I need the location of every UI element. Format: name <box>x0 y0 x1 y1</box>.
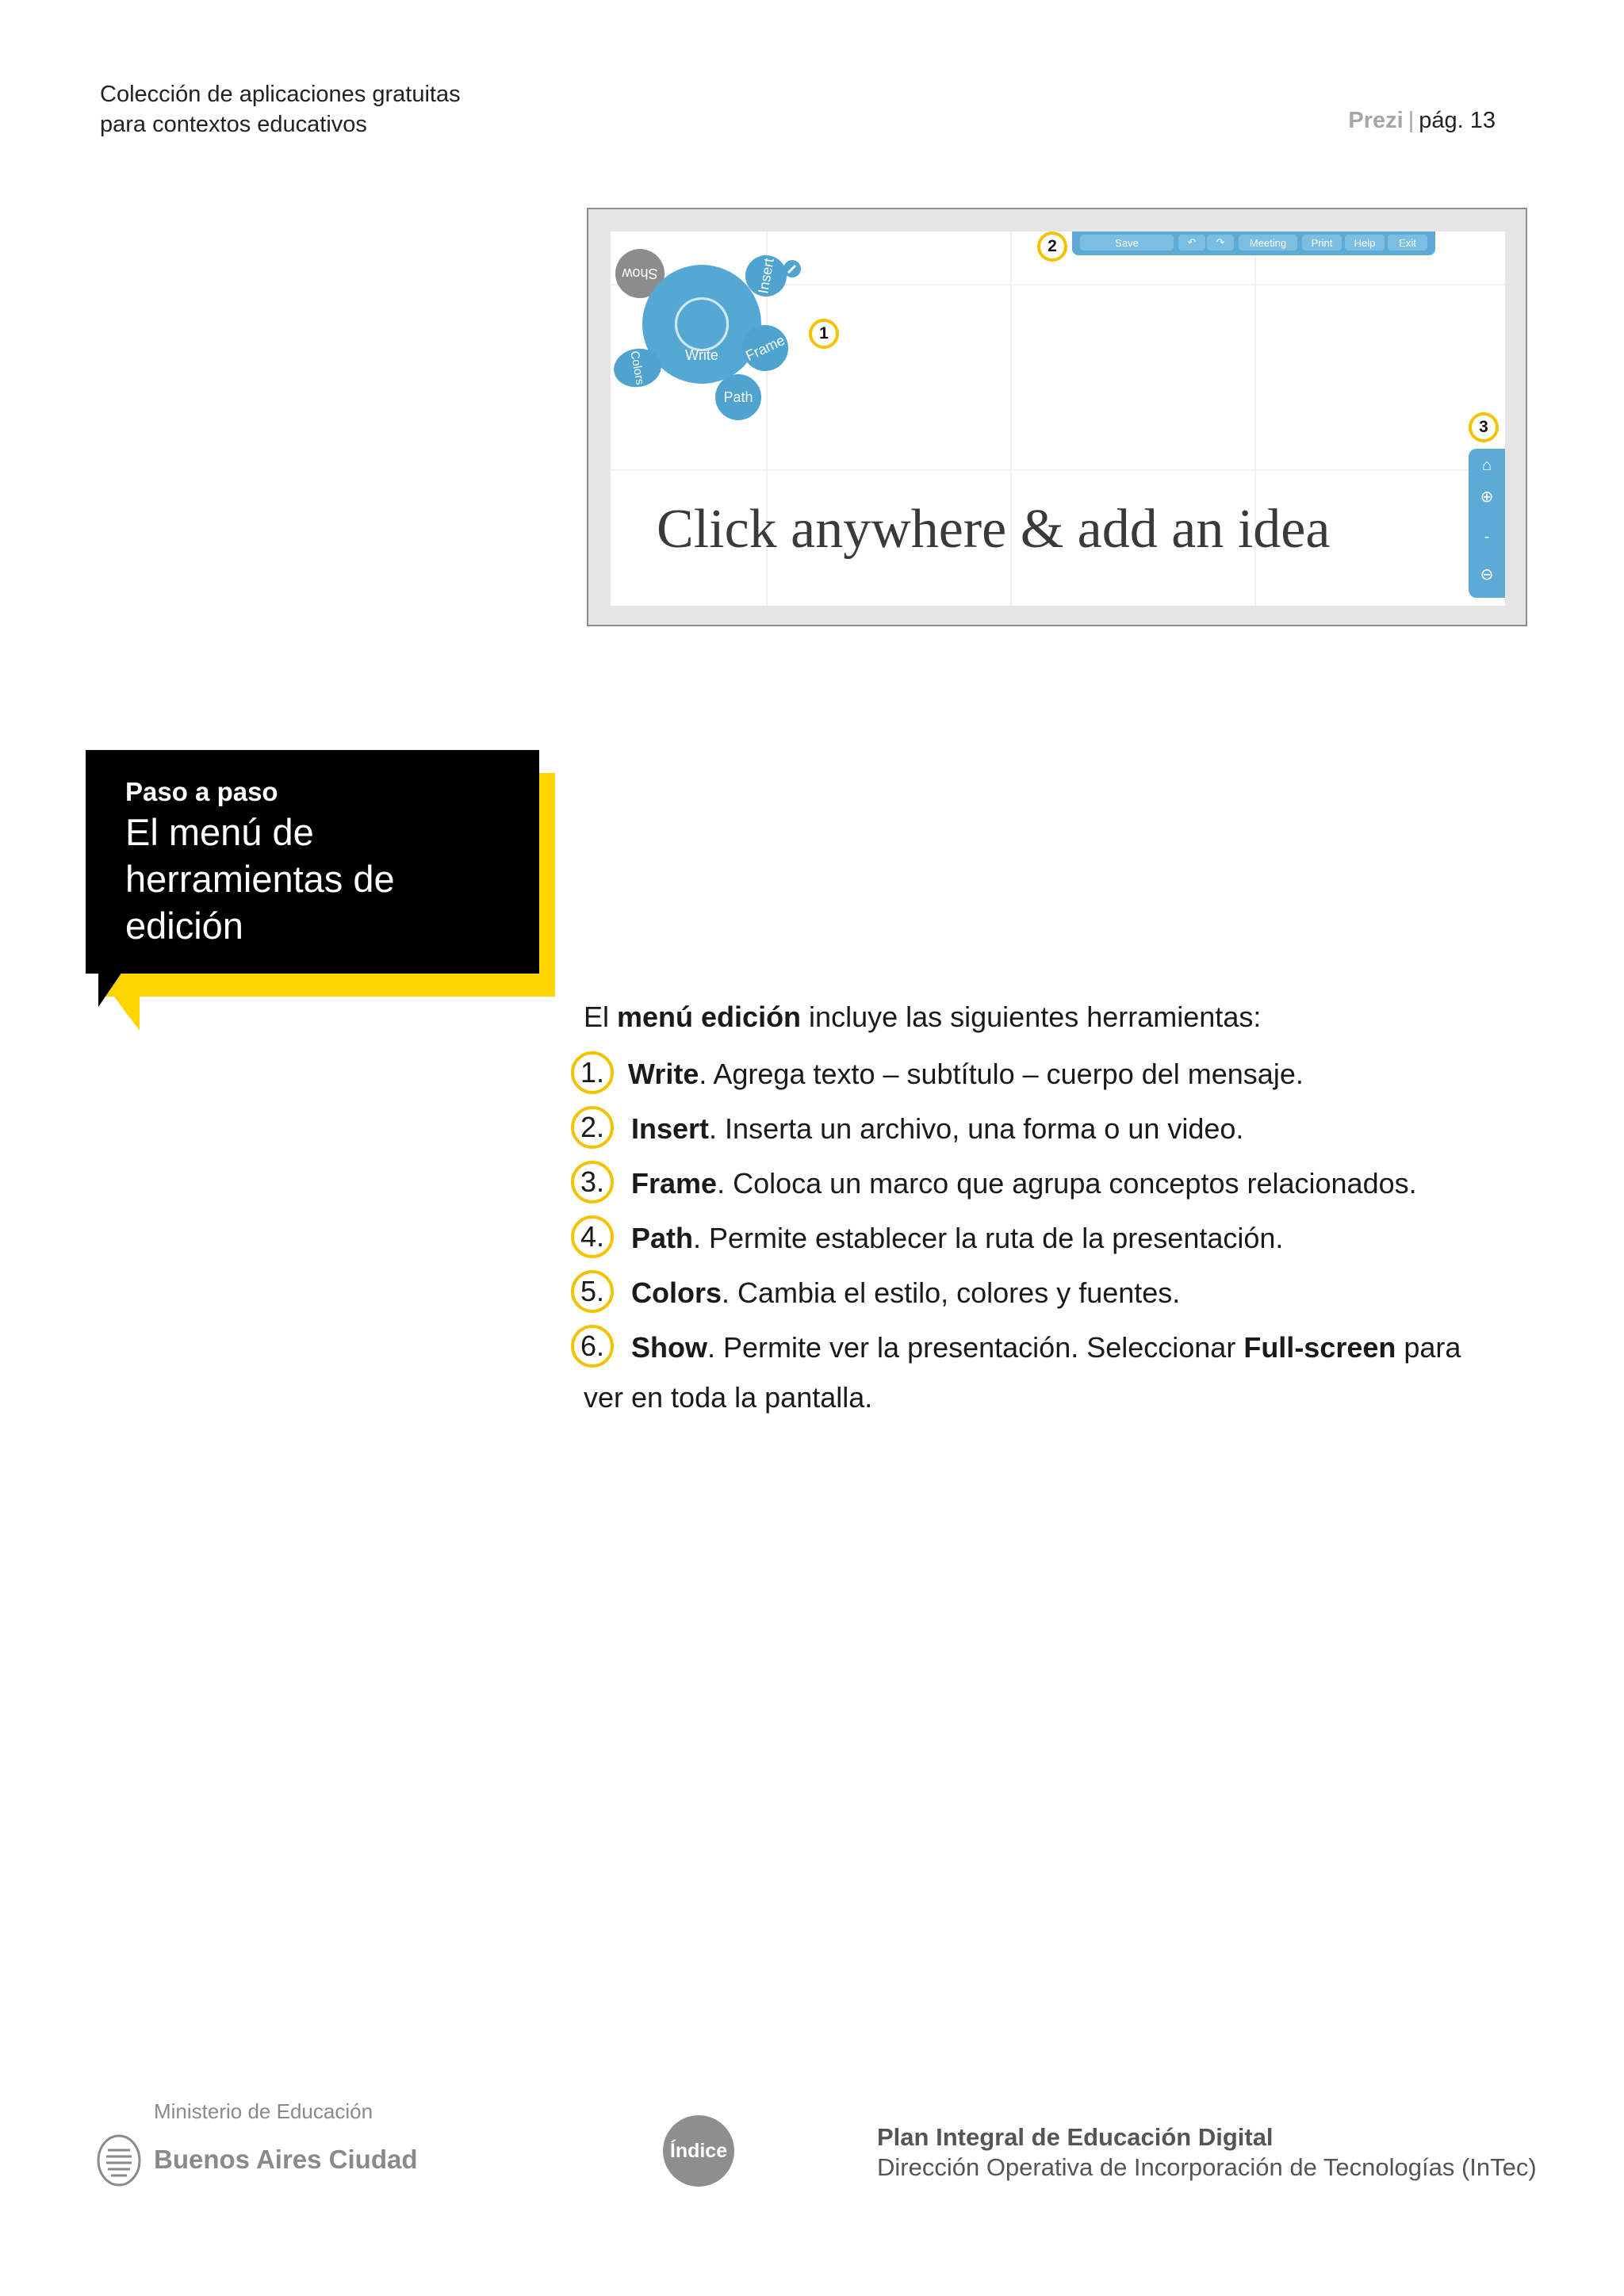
write-bubble-label: Write <box>685 347 718 363</box>
header-separator: | <box>1408 108 1415 133</box>
undo-button[interactable]: ↶ <box>1178 235 1205 251</box>
item-description: . Inserta un archivo, una forma o un video. <box>709 1112 1244 1145</box>
item-number-badge: 6. <box>571 1325 614 1368</box>
item-description: . Cambia el estilo, colores y fuentes. <box>722 1276 1181 1309</box>
callout-3: 3 <box>1469 412 1499 442</box>
ministry-label: Ministerio de Educación <box>154 2099 373 2123</box>
prezi-screenshot <box>587 208 1527 626</box>
item-extra-bold: Full-screen <box>1243 1331 1396 1364</box>
item-extra-post: para <box>1396 1331 1461 1364</box>
item-number-badge: 5. <box>571 1270 614 1313</box>
side-box-tail <box>98 972 122 1007</box>
path-bubble[interactable] <box>715 374 761 420</box>
frame-bubble-label: Frame <box>742 331 787 364</box>
item-name: Insert <box>631 1112 710 1145</box>
page-number: pág. 13 <box>1419 108 1496 133</box>
item-name: Path <box>631 1222 694 1254</box>
redo-button[interactable]: ↷ <box>1207 235 1234 251</box>
item-name: Write <box>628 1058 699 1090</box>
buenos-aires-logo-icon <box>97 2134 141 2187</box>
exit-button[interactable]: Exit <box>1388 235 1427 251</box>
zoom-slider[interactable]: - <box>1484 528 1490 545</box>
zoom-controls <box>1469 449 1505 598</box>
app-name: Prezi <box>1348 108 1404 133</box>
item-name: Frame <box>631 1167 718 1200</box>
print-button[interactable]: Print <box>1302 235 1342 251</box>
city-name: Buenos Aires Ciudad <box>154 2145 418 2174</box>
side-title: El menú de herramientas de edición <box>125 811 395 947</box>
item-number-badge: 4. <box>571 1215 614 1258</box>
zebra-target-inner-icon <box>675 297 729 351</box>
item-name: Colors <box>631 1276 722 1309</box>
collection-title <box>100 79 461 140</box>
item-number-badge: 1. <box>571 1051 614 1094</box>
pencil-icon <box>782 258 802 279</box>
item-description: . Coloca un marco que agrupa conceptos relacionados. <box>717 1167 1417 1200</box>
plan-title: Plan Integral de Educación Digital <box>877 2123 1274 2151</box>
show-bubble-label: Show <box>622 266 658 282</box>
intro-paragraph <box>584 1001 1261 1034</box>
page-header-right <box>1348 108 1496 134</box>
intro-text-pre: El <box>584 1001 618 1033</box>
prezi-canvas <box>611 232 1505 606</box>
save-button[interactable]: Save <box>1080 235 1174 251</box>
collection-line-1: Colección de aplicaciones gratuitas <box>100 82 461 107</box>
index-button[interactable]: Índice <box>663 2115 734 2187</box>
plan-subtitle: Dirección Operativa de Incorporación de Tecnologías (InTec) <box>877 2153 1537 2181</box>
side-kicker: Paso a paso <box>125 777 278 806</box>
item-continuation: ver en toda la pantalla. <box>584 1381 873 1414</box>
callout-1: 1 <box>809 319 839 349</box>
canvas-hint: Click anywhere & add an idea <box>657 499 1331 560</box>
callout-2: 2 <box>1037 232 1067 262</box>
zoom-in-icon[interactable]: ⊕ <box>1480 488 1494 506</box>
zoom-out-icon[interactable]: ⊖ <box>1480 566 1494 584</box>
intro-text-bold: menú edición <box>617 1001 802 1033</box>
grid-line <box>611 469 1505 471</box>
prezi-toolbar <box>1072 232 1435 255</box>
item-description: . Agrega texto – subtítulo – cuerpo del mensaje. <box>699 1058 1304 1090</box>
home-icon[interactable]: ⌂ <box>1481 457 1492 474</box>
colors-bubble-label: Colors <box>627 350 648 386</box>
item-number-badge: 3. <box>571 1161 614 1203</box>
help-button[interactable]: Help <box>1345 235 1385 251</box>
item-number-badge: 2. <box>571 1106 614 1149</box>
meeting-button[interactable]: Meeting <box>1239 235 1297 251</box>
insert-bubble-label: Insert <box>754 257 777 295</box>
collection-line-2: para contextos educativos <box>100 112 367 137</box>
path-bubble-label: Path <box>723 388 753 405</box>
item-name: Show <box>631 1331 707 1364</box>
intro-text-post: incluye las siguientes herramientas: <box>801 1001 1262 1033</box>
item-description: . Permite establecer la ruta de la presentación. <box>693 1222 1284 1254</box>
item-description: . Permite ver la presentación. Seleccionar <box>707 1331 1244 1364</box>
